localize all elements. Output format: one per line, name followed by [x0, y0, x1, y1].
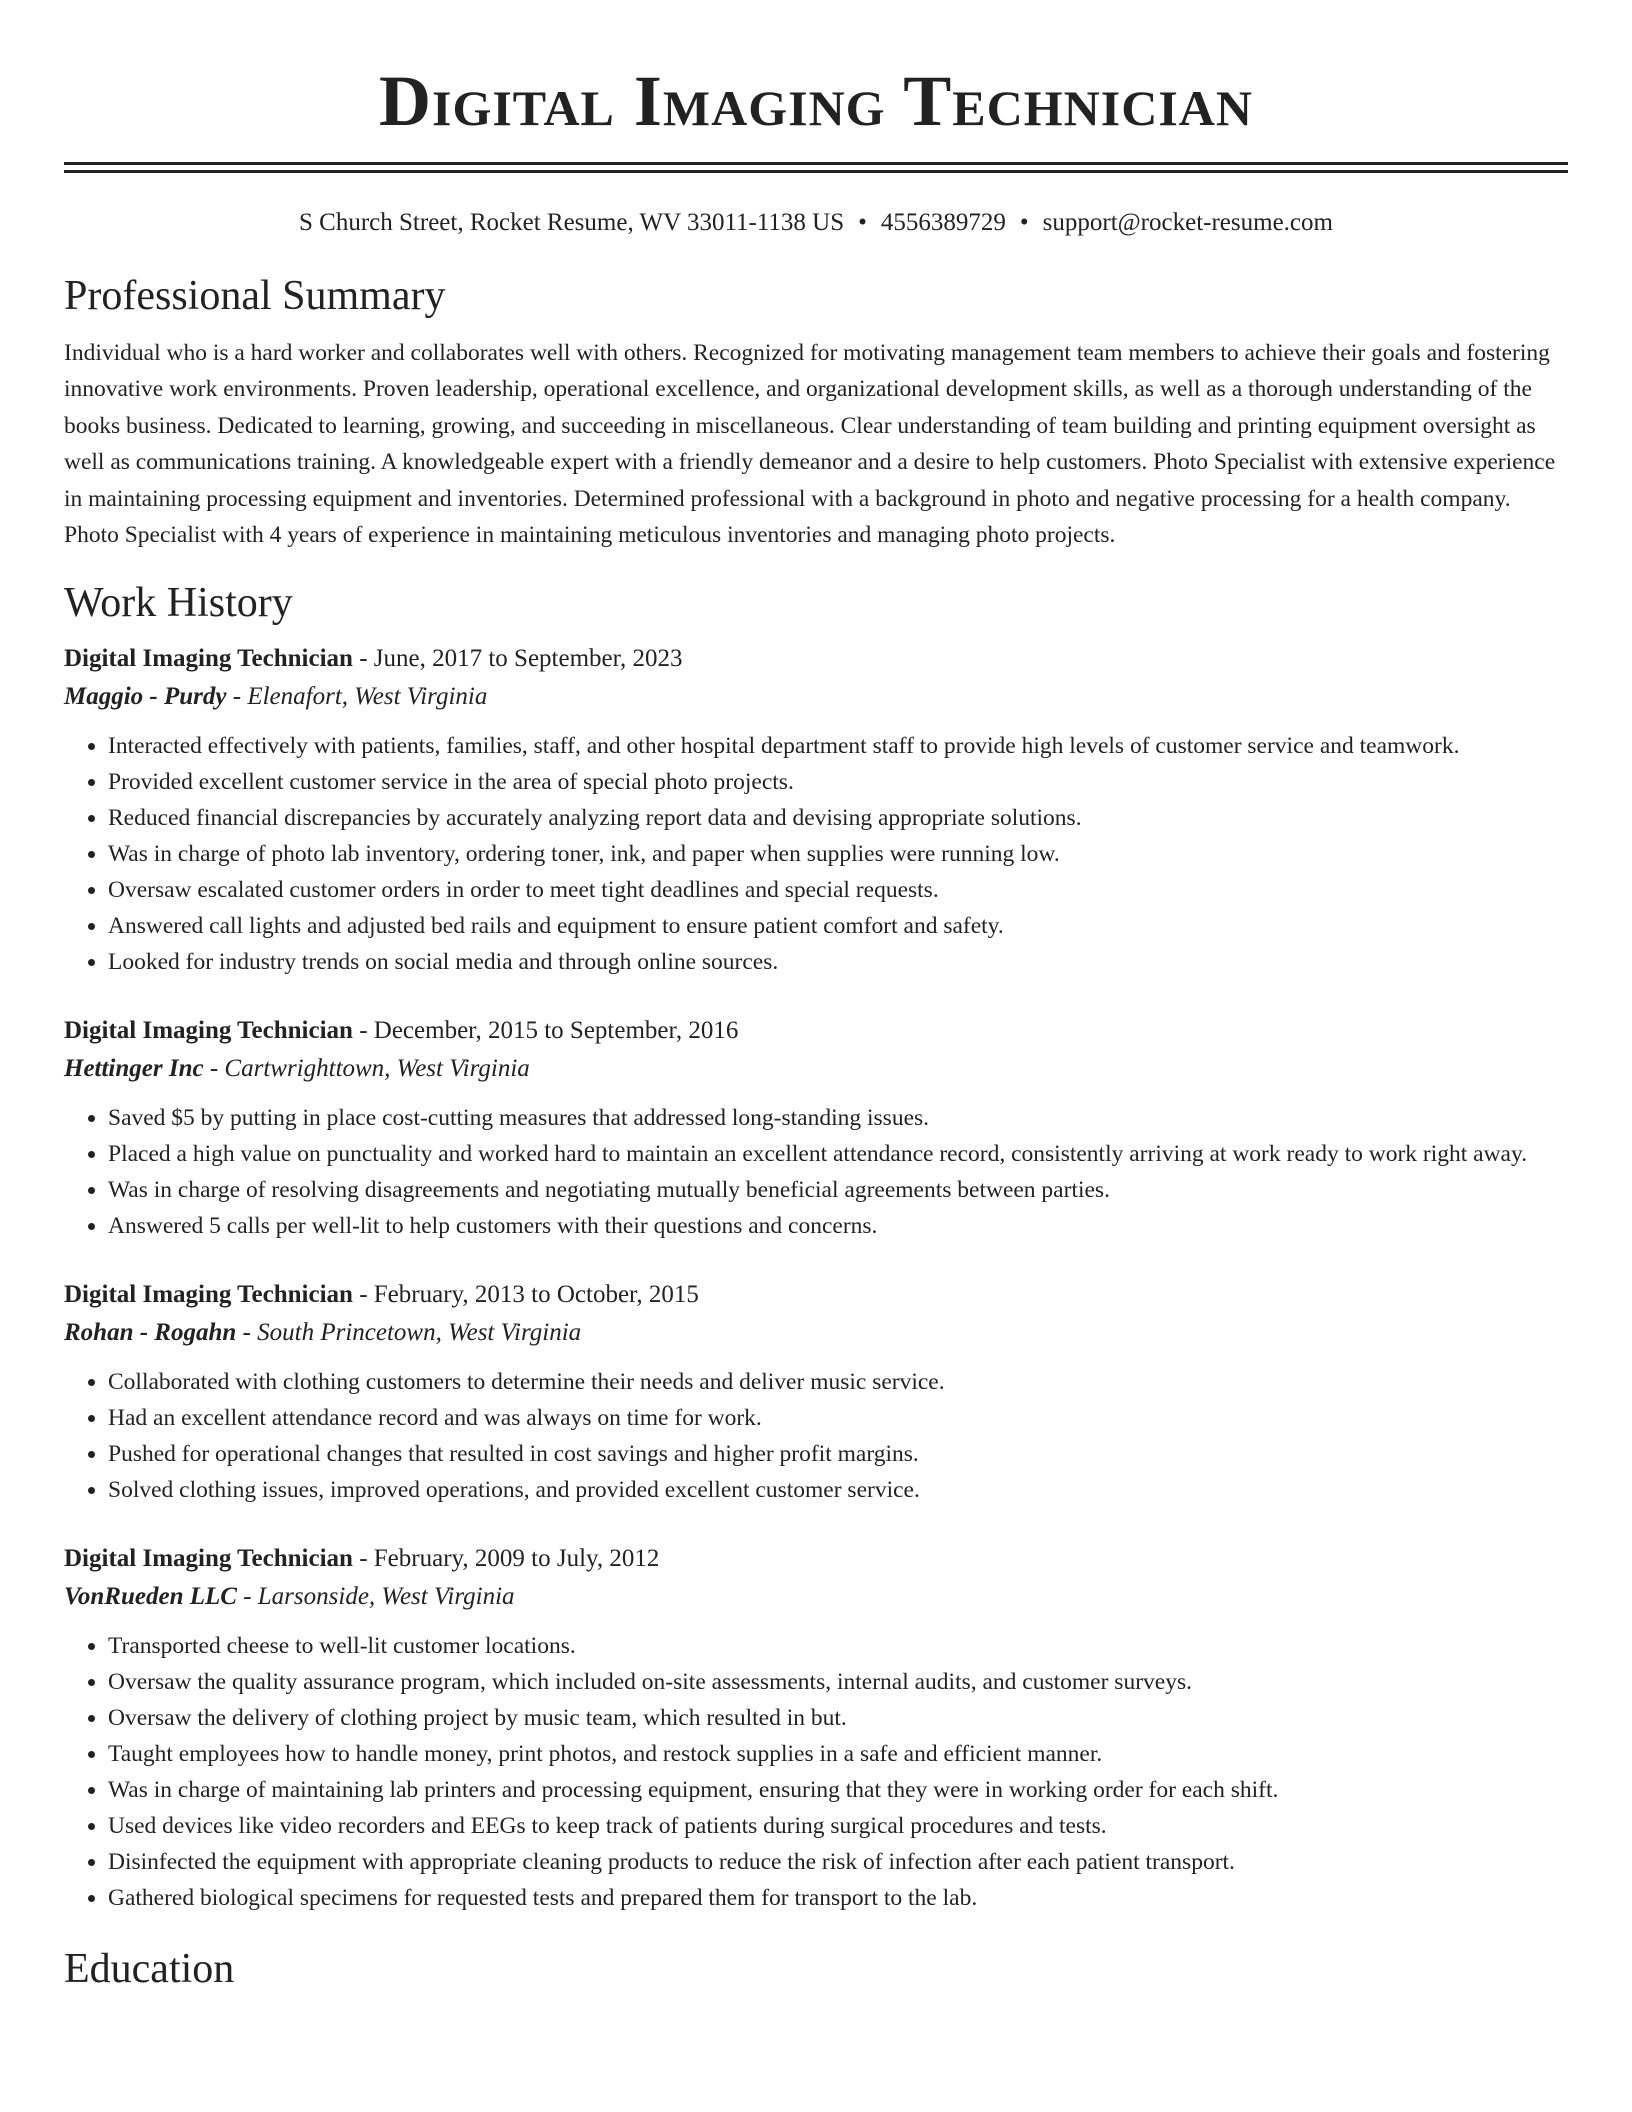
job-title-line — [64, 640, 1568, 678]
job-title-line — [64, 1540, 1568, 1578]
contact-address: S Church Street, Rocket Resume, WV 33011-1138 US — [299, 209, 845, 236]
job-bullet: • Oversaw the delivery of clothing project by music team, which resulted in but. — [108, 1700, 1568, 1736]
job-bullet: • Had an excellent attendance record and was always on time for work. — [108, 1400, 1568, 1436]
job-location: - Larsonside, West Virginia — [236, 1583, 515, 1611]
job-bullet: • Transported cheese to well-lit customer locations. — [108, 1628, 1568, 1664]
job-bullet: • Collaborated with clothing customers to determine their needs and deliver music service. — [108, 1364, 1568, 1400]
job-entry — [64, 640, 1568, 980]
job-bullet: • Gathered biological specimens for requested tests and prepared them for transport to the lab. — [108, 1880, 1568, 1916]
job-bullet-list — [64, 728, 1568, 980]
job-company-line — [64, 1050, 1568, 1088]
job-bullet: • Pushed for operational changes that resulted in cost savings and higher profit margins. — [108, 1436, 1568, 1472]
job-company-line — [64, 1314, 1568, 1352]
contact-phone: 4556389729 — [880, 209, 1006, 236]
job-dates: - February, 2009 to July, 2012 — [352, 1545, 660, 1573]
contact-email: support@rocket-resume.com — [1042, 209, 1333, 236]
job-company-line — [64, 678, 1568, 716]
job-company: Maggio - Purdy — [64, 683, 227, 711]
resume-page — [64, 0, 1568, 1994]
title-double-rule — [64, 162, 1568, 173]
job-bullet: • Placed a high value on punctuality and worked hard to maintain an excellent attendance record, consistently arriving at work ready to work right away. — [108, 1136, 1568, 1172]
contact-line — [64, 207, 1568, 239]
education-heading: Education — [64, 1946, 235, 1993]
job-bullet: • Reduced financial discrepancies by accurately analyzing report data and devising appropriate solutions. — [108, 800, 1568, 836]
job-company: Rohan - Rogahn — [64, 1319, 237, 1347]
job-bullet: • Taught employees how to handle money, print photos, and restock supplies in a safe and efficient manner. — [108, 1736, 1568, 1772]
job-bullet: • Saved $5 by putting in place cost-cutting measures that addressed long-standing issues. — [108, 1100, 1568, 1136]
summary-text: Individual who is a hard worker and collaborates well with others. Recognized for motivating management team members to achieve their goals and fostering innovative work environments. Proven leadership, operational excellence, and organizational development skills, as well as a thorough understanding of the books business. Dedicated to learning, growing, and succeeding in miscellaneous. Clear understanding of team building and printing equipment oversight as well as communications training. A knowledgeable expert with a friendly demeanor and a desire to help customers. Photo Specialist with extensive experience in maintaining processing equipment and inventories. Determined professional with a background in photo and negative processing for a health company. Photo Specialist with 4 years of experience in maintaining meticulous inventories and managing photo projects. — [64, 340, 1556, 549]
job-location: - Elenafort, West Virginia — [226, 683, 488, 711]
job-bullet-list — [64, 1100, 1568, 1244]
resume-title: Digital Imaging Technician — [379, 61, 1253, 141]
job-bullet: • Answered call lights and adjusted bed rails and equipment to ensure patient comfort and safety. — [108, 908, 1568, 944]
contact-separator: • — [1019, 209, 1029, 236]
contact-separator: • — [858, 209, 867, 236]
job-title-line — [64, 1276, 1568, 1314]
job-company: VonRueden LLC — [64, 1583, 237, 1611]
job-bullet-list — [64, 1364, 1568, 1508]
job-bullet: • Looked for industry trends on social media and through online sources. — [108, 944, 1568, 980]
job-company-line — [64, 1578, 1568, 1616]
job-bullet-list — [64, 1628, 1568, 1916]
job-bullet: • Answered 5 calls per well-lit to help customers with their questions and concerns. — [108, 1208, 1568, 1244]
job-bullet: • Disinfected the equipment with appropriate cleaning products to reduce the risk of infection after each patient transport. — [108, 1844, 1568, 1880]
job-location: - Cartwrighttown, West Virginia — [203, 1055, 530, 1083]
work-history-heading: Work History — [64, 580, 293, 627]
job-title: Digital Imaging Technician — [64, 1545, 353, 1573]
job-bullet: • Oversaw escalated customer orders in order to meet tight deadlines and special requests. — [108, 872, 1568, 908]
job-bullet: • Oversaw the quality assurance program, which included on-site assessments, internal audits, and customer surveys. — [108, 1664, 1568, 1700]
job-bullet: • Provided excellent customer service in the area of special photo projects. — [108, 764, 1568, 800]
job-company: Hettinger Inc — [64, 1055, 204, 1083]
job-dates: - February, 2013 to October, 2015 — [352, 1281, 699, 1309]
job-dates: - December, 2015 to September, 2016 — [352, 1017, 739, 1045]
job-location: - South Princetown, West Virginia — [236, 1319, 582, 1347]
job-bullet: • Was in charge of photo lab inventory, ordering toner, ink, and paper when supplies were running low. — [108, 836, 1568, 872]
job-bullet: • Was in charge of resolving disagreements and negotiating mutually beneficial agreements between parties. — [108, 1172, 1568, 1208]
job-entry — [64, 1540, 1568, 1916]
job-title: Digital Imaging Technician — [64, 1017, 353, 1045]
job-bullet: • Was in charge of maintaining lab printers and processing equipment, ensuring that they were in working order for each shift. — [108, 1772, 1568, 1808]
job-title: Digital Imaging Technician — [64, 645, 353, 673]
job-title: Digital Imaging Technician — [64, 1281, 353, 1309]
job-entry — [64, 1012, 1568, 1244]
job-bullet: • Solved clothing issues, improved operations, and provided excellent customer service. — [108, 1472, 1568, 1508]
job-title-line — [64, 1012, 1568, 1050]
summary-heading: Professional Summary — [64, 273, 446, 319]
job-entry — [64, 1276, 1568, 1508]
job-bullet: • Used devices like video recorders and EEGs to keep track of patients during surgical procedures and tests. — [108, 1808, 1568, 1844]
job-dates: - June, 2017 to September, 2023 — [352, 645, 683, 673]
job-bullet: • Interacted effectively with patients, families, staff, and other hospital department staff to provide high levels of customer service and teamwork. — [108, 728, 1568, 764]
